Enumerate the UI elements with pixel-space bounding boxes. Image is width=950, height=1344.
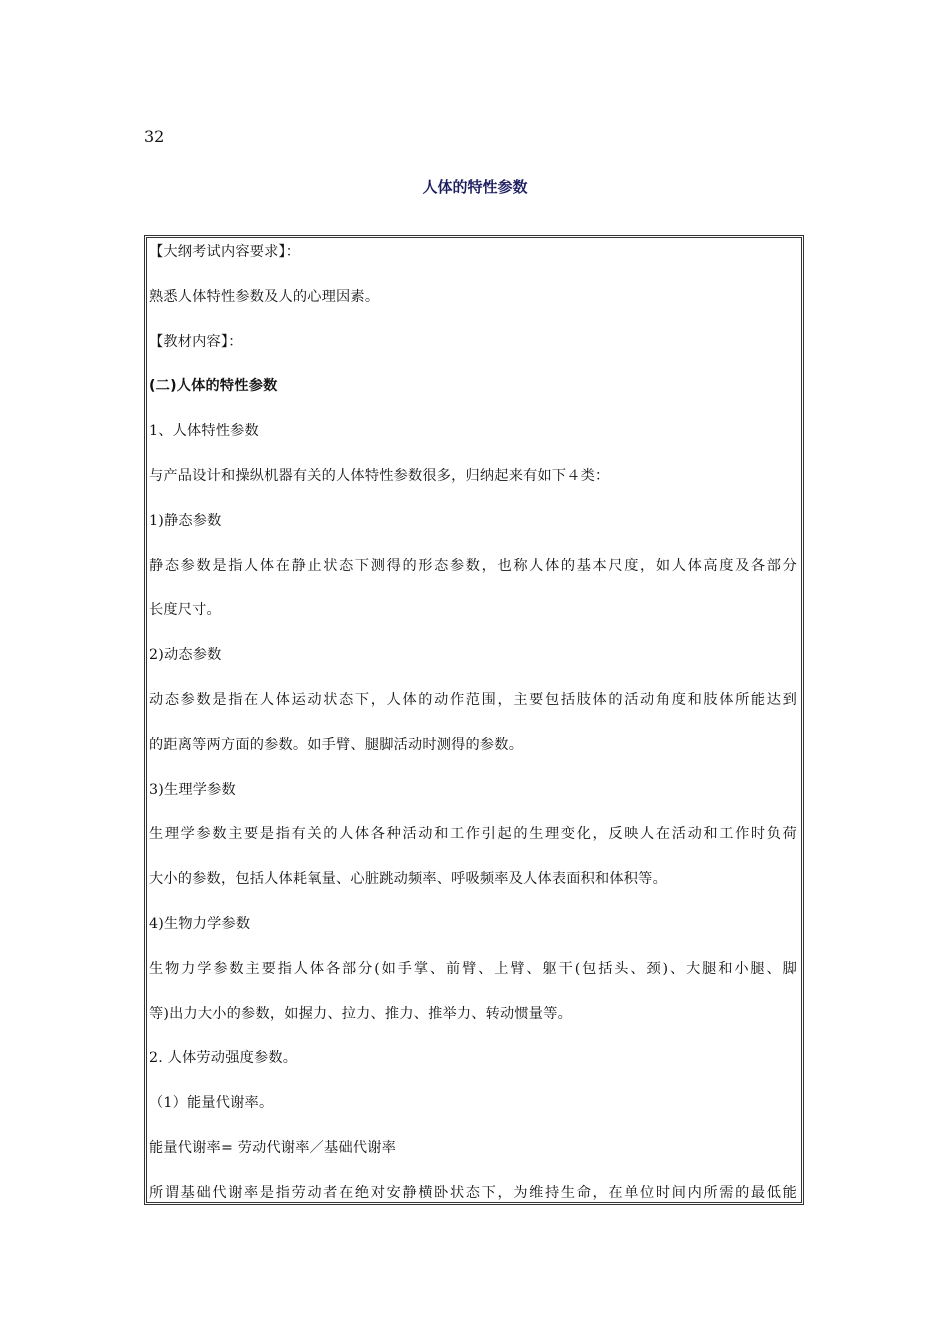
content-line: 4)生物力学参数 <box>149 916 251 932</box>
content-line: 生理学参数主要是指有关的人体各种活动和工作引起的生理变化，反映人在活动和工作时负荷 <box>149 826 797 843</box>
content-line: 的距离等两方面的参数。如手臂、腿脚活动时测得的参数。 <box>149 736 524 753</box>
content-line: 动态参数是指在人体运动状态下，人体的动作范围，主要包括肢体的活动角度和肢体所能达到 <box>149 692 797 708</box>
content-line: 与产品设计和操纵机器有关的人体特性参数很多，归纳起来有如下４类： <box>149 468 610 484</box>
content-line: 1)静态参数 <box>149 512 222 529</box>
content-line: 1、人体特性参数 <box>149 423 259 440</box>
content-line: 【教材内容】： <box>149 333 243 350</box>
content-line: 2)动态参数 <box>149 647 222 664</box>
content-line: 长度尺寸。 <box>149 602 221 619</box>
content-line: 熟悉人体特性参数及人的心理因素。 <box>149 288 380 305</box>
content-line: 3)生理学参数 <box>149 781 236 798</box>
content-line: 等)出力大小的参数，如握力、拉力、推力、推举力、转动惯量等。 <box>149 1005 572 1022</box>
content-line: 所谓基础代谢率是指劳动者在绝对安静横卧状态下，为维持生命，在单位时间内所需的最低能 <box>149 1184 797 1201</box>
content-line: 2. 人体劳动强度参数。 <box>149 1050 298 1067</box>
content-line: 大小的参数，包括人体耗氧量、心脏跳动频率、呼吸频率及人体表面积和体积等。 <box>149 871 667 888</box>
content-box <box>144 235 804 1205</box>
content-line: 静态参数是指人体在静止状态下测得的形态参数，也称人体的基本尺度，如人体高度及各部分 <box>149 557 797 574</box>
page-number: 32 <box>144 127 165 146</box>
content-line: （1）能量代谢率。 <box>149 1095 274 1112</box>
content-line: 能量代谢率= 劳动代谢率／基础代谢率 <box>149 1140 396 1156</box>
content-line: 【大纲考试内容要求】： <box>149 244 301 260</box>
content-line: 生物力学参数主要指人体各部分(如手掌、前臂、上臂、躯干(包括头、颈)、大腿和小腿、脚 <box>149 960 797 977</box>
content-line: (二)人体的特性参数 <box>149 378 278 395</box>
page-title: 人体的特性参数 <box>422 178 528 196</box>
